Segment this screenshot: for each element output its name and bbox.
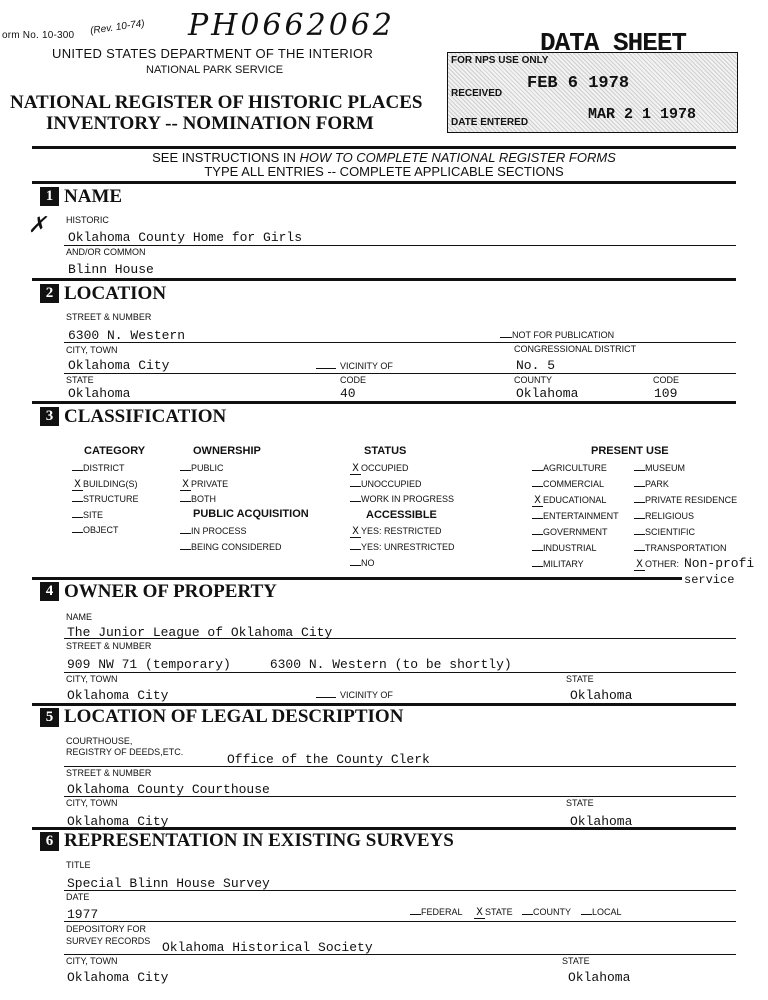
- survey-level-local: [581, 907, 622, 917]
- option-mark: [634, 550, 645, 551]
- public-acquisition-heading: PUBLIC ACQUISITION: [193, 508, 309, 520]
- owner-street-label: STREET & NUMBER: [66, 641, 152, 651]
- option-label: STRUCTURE: [83, 494, 139, 504]
- option-item: [72, 463, 125, 473]
- legal-street-label: STREET & NUMBER: [66, 768, 152, 778]
- option-item: [180, 463, 224, 473]
- option-item: [634, 511, 694, 521]
- option-item: [180, 479, 228, 491]
- option-item: [532, 479, 604, 489]
- option-label: AGRICULTURE: [543, 463, 607, 473]
- county-code-value: 109: [654, 386, 678, 401]
- ownership-heading: OWNERSHIP: [193, 445, 261, 457]
- option-label: OTHER:: [645, 559, 680, 569]
- option-item: [72, 525, 119, 535]
- option-mark: [72, 517, 83, 518]
- section-number: 2: [40, 284, 59, 303]
- option-mark: [72, 470, 83, 471]
- option-item: [72, 494, 139, 504]
- form-title-line1: NATIONAL REGISTER OF HISTORIC PLACES: [10, 92, 423, 113]
- option-mark: [581, 914, 592, 915]
- section-number: 5: [40, 708, 59, 727]
- option-item: [350, 463, 409, 475]
- option-mark: [634, 502, 645, 503]
- section-title-classification: CLASSIFICATION: [64, 406, 227, 427]
- survey-level-county: [522, 907, 571, 917]
- option-mark: X: [350, 465, 361, 475]
- date-entered-label: DATE ENTERED: [451, 117, 529, 128]
- option-mark: X: [532, 497, 543, 507]
- option-mark: [180, 549, 191, 550]
- code-label: CODE: [340, 375, 367, 385]
- congressional-district-label: CONGRESSIONAL DISTRICT: [514, 344, 637, 354]
- option-item: [634, 559, 679, 571]
- handwritten-id: PH0662062: [188, 8, 395, 43]
- option-label: YES: RESTRICTED: [361, 526, 442, 536]
- service-name: NATIONAL PARK SERVICE: [146, 64, 284, 76]
- section-number: 3: [40, 407, 59, 426]
- courthouse-label: COURTHOUSE,: [66, 736, 133, 746]
- vicinity-label: VICINITY OF: [316, 361, 393, 371]
- option-label: SCIENTIFIC: [645, 527, 696, 537]
- option-item: [532, 543, 597, 553]
- county-code-label: CODE: [653, 375, 680, 385]
- city-label: CITY, TOWN: [66, 345, 118, 355]
- category-heading: CATEGORY: [84, 445, 146, 457]
- county-value: Oklahoma: [516, 386, 579, 401]
- divider: [32, 146, 736, 149]
- option-item: [350, 479, 422, 489]
- option-label: GOVERNMENT: [543, 527, 608, 537]
- revision-note: (Rev. 10-74): [89, 18, 146, 37]
- option-label: MUSEUM: [645, 463, 685, 473]
- option-label: INDUSTRIAL: [543, 543, 597, 553]
- survey-title-label: TITLE: [66, 860, 91, 870]
- nps-use-only-label: FOR NPS USE ONLY: [451, 55, 549, 66]
- accessible-heading: ACCESSIBLE: [366, 509, 437, 521]
- option-label: DISTRICT: [83, 463, 125, 473]
- option-item: [72, 510, 103, 520]
- congressional-district-value: No. 5: [516, 358, 556, 373]
- owner-vicinity-label: VICINITY OF: [316, 690, 393, 700]
- owner-name-label: NAME: [66, 612, 93, 622]
- option-mark: [180, 470, 191, 471]
- not-for-publication-label: NOT FOR PUBLICATION: [500, 330, 614, 340]
- option-item: [532, 495, 606, 507]
- survey-city-value: Oklahoma City: [67, 970, 169, 985]
- section-title-surveys: REPRESENTATION IN EXISTING SURVEYS: [64, 830, 454, 851]
- historic-label: HISTORIC: [66, 215, 109, 225]
- owner-name-value: The Junior League of Oklahoma City: [67, 625, 333, 640]
- option-mark: [350, 565, 361, 566]
- option-label: LOCAL: [592, 907, 622, 917]
- survey-level-state: [474, 907, 513, 919]
- option-label: NO: [361, 558, 375, 568]
- section-title-legal-description: LOCATION OF LEGAL DESCRIPTION: [64, 706, 404, 727]
- survey-title-value: Special Blinn House Survey: [67, 876, 270, 891]
- option-item: [634, 463, 685, 473]
- present-use-heading: PRESENT USE: [591, 445, 669, 457]
- department-name: UNITED STATES DEPARTMENT OF THE INTERIOR: [52, 46, 374, 61]
- option-mark: X: [474, 909, 485, 919]
- section-title-location: LOCATION: [64, 283, 167, 304]
- section-title-name: NAME: [64, 186, 123, 207]
- option-mark: [532, 470, 543, 471]
- option-label: EDUCATIONAL: [543, 495, 607, 505]
- option-mark: [634, 470, 645, 471]
- county-label: COUNTY: [514, 375, 552, 385]
- option-label: PARK: [645, 479, 669, 489]
- option-item: [180, 494, 216, 504]
- legal-city-value: Oklahoma City: [67, 814, 169, 829]
- option-mark: [522, 914, 533, 915]
- option-mark: [634, 534, 645, 535]
- option-label: YES: UNRESTRICTED: [361, 542, 455, 552]
- option-mark: [72, 501, 83, 502]
- form-number: orm No. 10-300: [2, 30, 75, 41]
- option-label: PUBLIC: [191, 463, 224, 473]
- option-item: [634, 527, 695, 537]
- check-mark-icon: ✗: [28, 212, 47, 237]
- state-code-value: 40: [340, 386, 356, 401]
- option-label: OBJECT: [83, 525, 119, 535]
- depository-value: Oklahoma Historical Society: [162, 940, 373, 955]
- section-number: 1: [40, 187, 59, 206]
- survey-records-label: SURVEY RECORDS: [66, 936, 151, 946]
- option-item: [532, 527, 608, 537]
- option-label: BUILDING(S): [83, 478, 138, 489]
- owner-street-value: 909 NW 71 (temporary) 6300 N. Western (to be shortly): [67, 657, 512, 672]
- courthouse-value: Office of the County Clerk: [227, 752, 430, 767]
- option-label: BEING CONSIDERED: [191, 542, 282, 552]
- option-mark: [532, 534, 543, 535]
- option-item: [180, 526, 247, 536]
- option-label: STATE: [485, 907, 513, 917]
- option-label: RELIGIOUS: [645, 511, 695, 521]
- section-number: 4: [40, 582, 59, 601]
- option-mark: [634, 486, 645, 487]
- option-mark: X: [350, 528, 361, 538]
- option-item: [532, 559, 584, 569]
- other-use-value: Non-profi: [684, 556, 755, 571]
- legal-street-value: Oklahoma County Courthouse: [67, 782, 270, 797]
- depository-label: DEPOSITORY FOR: [66, 924, 147, 934]
- owner-city-label: CITY, TOWN: [66, 674, 118, 684]
- option-mark: [72, 532, 83, 533]
- section-title-owner: OWNER OF PROPERTY: [64, 581, 277, 602]
- option-label: ENTERTAINMENT: [543, 511, 619, 521]
- option-item: [532, 511, 619, 521]
- option-mark: X: [180, 481, 191, 491]
- instructions-line2: TYPE ALL ENTRIES -- COMPLETE APPLICABLE SECTIONS: [204, 164, 564, 179]
- survey-date-value: 1977: [67, 907, 99, 922]
- received-label: RECEIVED: [451, 88, 503, 99]
- option-mark: [410, 914, 421, 915]
- legal-city-label: CITY, TOWN: [66, 798, 118, 808]
- owner-city-value: Oklahoma City: [67, 688, 169, 703]
- instructions-line1: SEE INSTRUCTIONS IN HOW TO COMPLETE NATIONAL REGISTER FORMS: [152, 150, 616, 165]
- option-label: IN PROCESS: [191, 526, 247, 536]
- option-label: COMMERCIAL: [543, 479, 605, 489]
- legal-state-label: STATE: [566, 798, 594, 808]
- survey-date-label: DATE: [66, 892, 90, 902]
- survey-city-label: CITY, TOWN: [66, 956, 118, 966]
- street-label: STREET & NUMBER: [66, 312, 152, 322]
- state-label: STATE: [66, 375, 94, 385]
- option-item: [634, 543, 727, 553]
- option-label: WORK IN PROGRESS: [361, 494, 455, 504]
- option-label: TRANSPORTATION: [645, 543, 727, 553]
- survey-state-label: STATE: [562, 956, 590, 966]
- option-mark: X: [72, 481, 83, 491]
- option-item: [350, 526, 442, 538]
- option-item: [350, 558, 375, 568]
- other-use-value-2: service: [684, 573, 735, 587]
- option-item: [634, 479, 669, 489]
- legal-state-value: Oklahoma: [570, 814, 633, 829]
- data-sheet-stamp: DATA SHEET: [540, 28, 687, 58]
- option-label: COUNTY: [533, 907, 571, 917]
- survey-state-value: Oklahoma: [568, 970, 631, 985]
- option-item: [72, 479, 138, 491]
- option-label: OCCUPIED: [361, 463, 409, 473]
- survey-level-federal: [410, 907, 463, 917]
- state-value: Oklahoma: [68, 386, 131, 401]
- owner-state-label: STATE: [566, 674, 594, 684]
- form-title-line2: INVENTORY -- NOMINATION FORM: [46, 113, 374, 134]
- option-item: [634, 495, 737, 505]
- option-label: MILITARY: [543, 559, 584, 569]
- option-item: [350, 494, 454, 504]
- option-mark: [634, 518, 645, 519]
- street-value: 6300 N. Western: [68, 328, 186, 343]
- option-mark: [350, 486, 361, 487]
- common-name-label: AND/OR COMMON: [66, 247, 146, 257]
- received-stamp: FEB 6 1978: [527, 74, 630, 93]
- option-mark: [180, 533, 191, 534]
- historic-name-value: Oklahoma County Home for Girls: [68, 230, 303, 245]
- option-mark: [532, 486, 543, 487]
- divider: [32, 181, 736, 184]
- owner-state-value: Oklahoma: [570, 688, 633, 703]
- option-mark: X: [634, 561, 645, 571]
- option-mark: [532, 566, 543, 567]
- option-label: FEDERAL: [421, 907, 463, 917]
- option-label: PRIVATE RESIDENCE: [645, 495, 738, 505]
- option-label: UNOCCUPIED: [361, 478, 422, 489]
- date-entered-stamp: MAR 2 1 1978: [588, 106, 697, 123]
- common-name-value: Blinn House: [68, 262, 154, 277]
- option-mark: [350, 501, 361, 502]
- option-mark: [180, 501, 191, 502]
- status-heading: STATUS: [364, 445, 407, 457]
- option-label: PRIVATE: [191, 478, 229, 489]
- option-item: [180, 542, 282, 552]
- option-label: BOTH: [191, 494, 217, 504]
- option-item: [350, 542, 455, 552]
- city-value: Oklahoma City: [68, 358, 170, 373]
- option-item: [532, 463, 607, 473]
- option-mark: [350, 549, 361, 550]
- option-mark: [532, 550, 543, 551]
- registry-label: REGISTRY OF DEEDS,ETC.: [66, 747, 184, 757]
- section-number: 6: [40, 832, 59, 851]
- option-mark: [532, 518, 543, 519]
- option-label: SITE: [83, 509, 104, 520]
